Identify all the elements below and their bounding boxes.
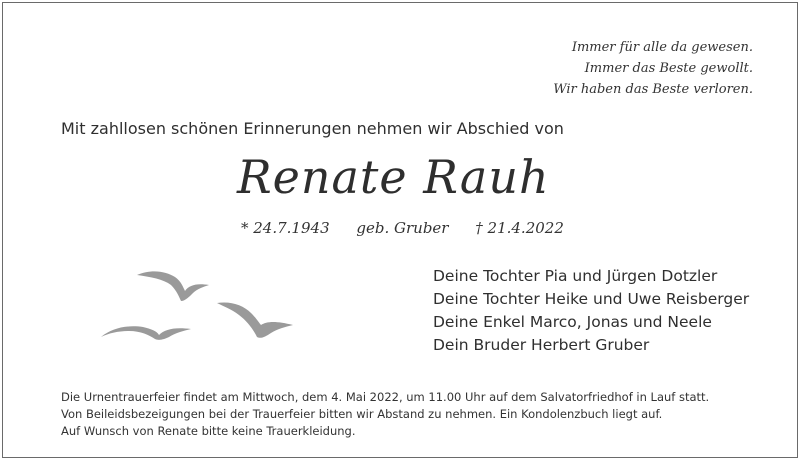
deceased-name: Renate Rauh <box>237 150 550 204</box>
family-list <box>433 265 749 357</box>
notice-line: Auf Wunsch von Renate bitte keine Trauerkleidung. <box>61 424 356 438</box>
notice-line: Von Beileidsbezeigungen bei der Trauerfeier bitten wir Abstand zu nehmen. Ein Kondolenzbuch liegt auf. <box>61 407 663 421</box>
bird-icon <box>217 302 293 337</box>
verse-line: Immer für alle da gewesen. <box>571 40 753 55</box>
verse-line: Immer das Beste gewollt. <box>584 61 753 76</box>
life-dates <box>241 219 586 237</box>
bird-icon <box>137 271 209 301</box>
family-member: Dein Bruder Herbert Gruber <box>433 336 650 354</box>
birth-date: * 24.7.1943 <box>241 219 330 237</box>
maiden-name: geb. Gruber <box>356 219 449 237</box>
flying-birds-illustration <box>99 265 339 355</box>
notice-line: Die Urnentrauerfeier findet am Mittwoch, dem 4. Mai 2022, um 11.00 Uhr auf dem Salvatorfriedhof in Lauf statt. <box>61 390 710 404</box>
verse-line: Wir haben das Beste verloren. <box>553 82 753 97</box>
intro-text: Mit zahllosen schönen Erinnerungen nehmen wir Abschied von <box>61 119 564 138</box>
bird-shapes <box>101 271 293 339</box>
verse <box>553 37 753 100</box>
family-member: Deine Enkel Marco, Jonas und Neele <box>433 313 712 331</box>
death-date: † 21.4.2022 <box>475 219 564 237</box>
family-member: Deine Tochter Heike und Uwe Reisberger <box>433 290 750 308</box>
obituary-card <box>2 2 798 458</box>
bird-icon <box>101 326 191 340</box>
funeral-notice <box>61 389 709 440</box>
family-member: Deine Tochter Pia und Jürgen Dotzler <box>433 267 718 285</box>
